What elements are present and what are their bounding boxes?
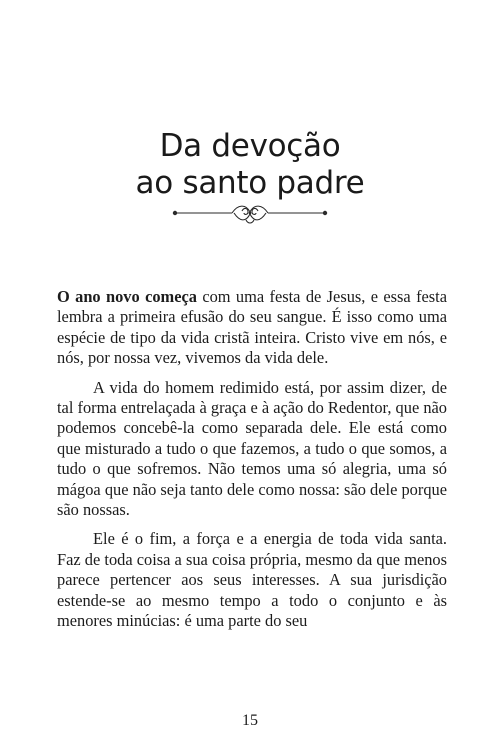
chapter-title-line-2: ao santo padre xyxy=(135,165,365,201)
flourish-divider-icon xyxy=(170,200,330,228)
paragraph-1 xyxy=(57,287,447,369)
page-number: 15 xyxy=(242,712,258,729)
paragraph-lead: O ano novo começa xyxy=(57,287,197,306)
paragraph-1-text: com uma festa de Jesus, e essa festa lembra a primeira efusão do seu sangue. É isso como uma espécie de tipo da vida cristã inteira. Cristo vive em nós, e nós, por nossa vez, vivemos da vida dele. xyxy=(57,287,448,368)
body-text xyxy=(57,287,447,641)
chapter-title xyxy=(0,128,500,202)
chapter-title-line-1: Da devoção xyxy=(159,128,341,164)
paragraph-3: Ele é o fim, a força e a energia de toda vida santa. Faz de toda coisa a sua coisa própria, mesmo da que menos parece pertencer aos seus interesses. A sua jurisdição estende-se ao mesmo tempo a todo o conjunto e às menores minúcias: é uma parte do seu xyxy=(57,529,447,631)
paragraph-2: A vida do homem redimido está, por assim dizer, de tal forma entrelaçada à graça e à ação do Redentor, que não podemos concebê-la como separada dele. Ele está como que misturado a tudo o que fazemos, a tudo o que somos, a tudo o que sofremos. Não temos uma só alegria, uma só mágoa que não seja tanto dele como nossa: são dele porque são nossas. xyxy=(57,377,447,520)
